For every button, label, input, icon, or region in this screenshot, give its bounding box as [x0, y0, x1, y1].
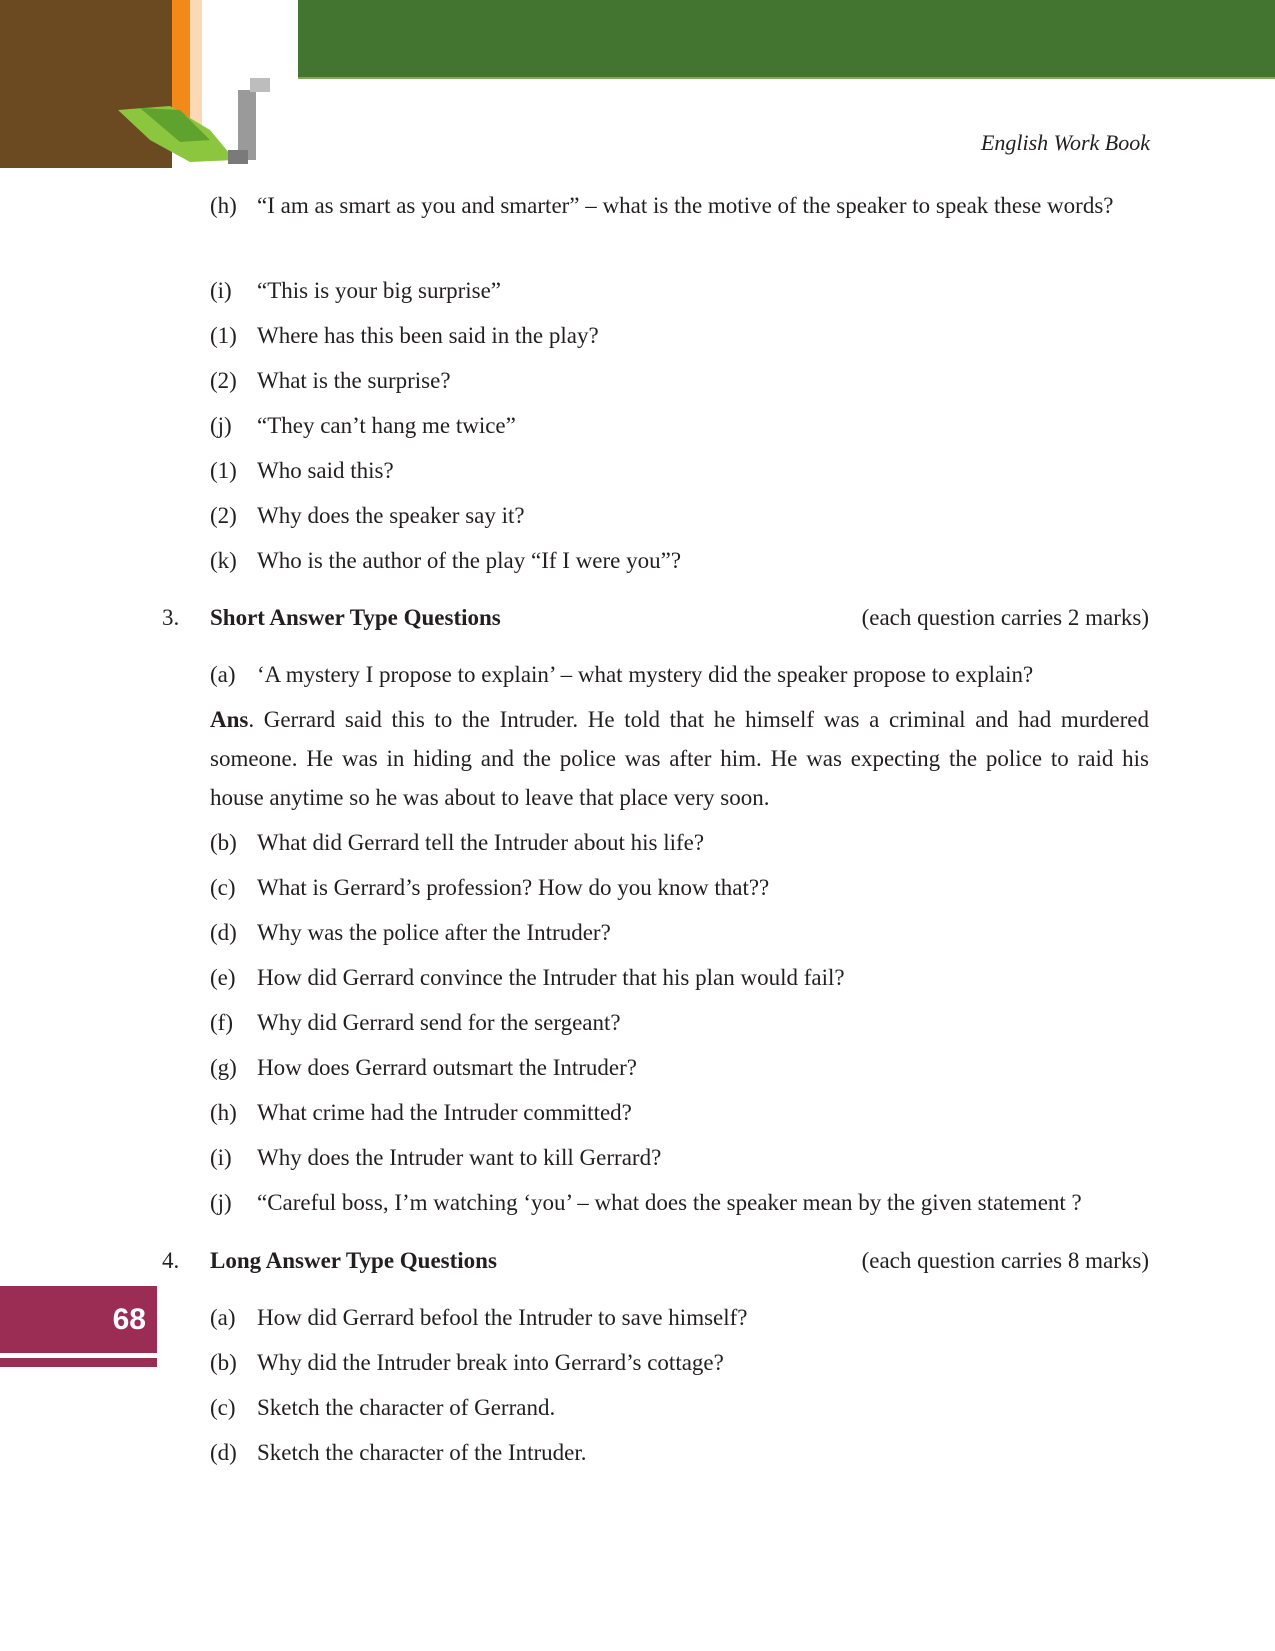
- item-text: Who said this?: [257, 458, 394, 483]
- item-label: (i): [210, 278, 232, 303]
- item-text: Why was the police after the Intruder?: [257, 920, 611, 945]
- item-label: (c): [210, 875, 236, 900]
- item-text: How did Gerrard befool the Intruder to save himself?: [257, 1305, 748, 1330]
- item-label: (2): [210, 503, 237, 528]
- item-text: “They can’t hang me twice”: [257, 413, 516, 438]
- item-text: How does Gerrard outsmart the Intruder?: [257, 1055, 638, 1080]
- item-label: (e): [210, 965, 236, 990]
- item-label: (j): [210, 1190, 232, 1215]
- item-label: (b): [210, 1350, 237, 1375]
- item-text: “I am as smart as you and smarter” – what is the motive of the speaker to speak these words?: [257, 193, 1114, 218]
- item-text: Sketch the character of Gerrand.: [257, 1395, 556, 1420]
- item-text: Who is the author of the play “If I were you”?: [257, 548, 682, 573]
- item-label: (k): [210, 548, 237, 573]
- item-text: What is Gerrard’s profession? How do you know that??: [257, 875, 770, 900]
- item-label: (a): [210, 662, 236, 687]
- item-text: Why does the speaker say it?: [257, 503, 525, 528]
- item-text: “Careful boss, I’m watching ‘you’ – what does the speaker mean by the given statement ?: [257, 1190, 1082, 1215]
- section-title: Long Answer Type Questions: [210, 1248, 497, 1273]
- section-marks: (each question carries 8 marks): [861, 1248, 1149, 1273]
- item-text: What is the surprise?: [257, 368, 451, 393]
- item-text: Where has this been said in the play?: [257, 323, 599, 348]
- section-number: 4.: [162, 1248, 180, 1273]
- item-text: Why does the Intruder want to kill Gerrard?: [257, 1145, 662, 1170]
- item-text: Sketch the character of the Intruder.: [257, 1440, 587, 1465]
- item-label: (f): [210, 1010, 233, 1035]
- item-label: (a): [210, 1305, 236, 1330]
- page-number: 68: [112, 1303, 146, 1336]
- item-text: Why did the Intruder break into Gerrard’s cottage?: [257, 1350, 724, 1375]
- item-label: (2): [210, 368, 237, 393]
- answer-label: Ans: [210, 707, 249, 732]
- answer-text: . Gerrard said this to the Intruder. He told that he himself was a criminal and had murdered someone. He was in hiding and the police was after him. He was expecting the police to raid his house anytime so he was about to leave that place very soon.: [210, 707, 1149, 810]
- answer-paragraph: [210, 700, 1149, 817]
- section-title: Short Answer Type Questions: [210, 605, 501, 630]
- item-label: (h): [210, 193, 237, 218]
- section-number: 3.: [162, 605, 180, 630]
- leaf-decoration-icon: [110, 70, 300, 180]
- running-head: English Work Book: [980, 130, 1150, 155]
- item-label: (i): [210, 1145, 232, 1170]
- item-label: (d): [210, 920, 237, 945]
- item-label: (c): [210, 1395, 236, 1420]
- item-text: What did Gerrard tell the Intruder about his life?: [257, 830, 705, 855]
- item-label: (j): [210, 413, 232, 438]
- item-label: (b): [210, 830, 237, 855]
- item-text: ‘A mystery I propose to explain’ – what mystery did the speaker propose to explain?: [257, 662, 1034, 687]
- page-number-rule: [0, 1358, 157, 1367]
- item-label: (d): [210, 1440, 237, 1465]
- item-label: (1): [210, 323, 237, 348]
- item-text: How did Gerrard convince the Intruder that his plan would fail?: [257, 965, 845, 990]
- item-text: “This is your big surprise”: [257, 278, 502, 303]
- item-label: (g): [210, 1055, 237, 1080]
- section-marks: (each question carries 2 marks): [861, 605, 1149, 630]
- header-green-bar: [298, 0, 1275, 79]
- item-text: What crime had the Intruder committed?: [257, 1100, 632, 1125]
- item-text: Why did Gerrard send for the sergeant?: [257, 1010, 621, 1035]
- item-label: (1): [210, 458, 237, 483]
- item-label: (h): [210, 1100, 237, 1125]
